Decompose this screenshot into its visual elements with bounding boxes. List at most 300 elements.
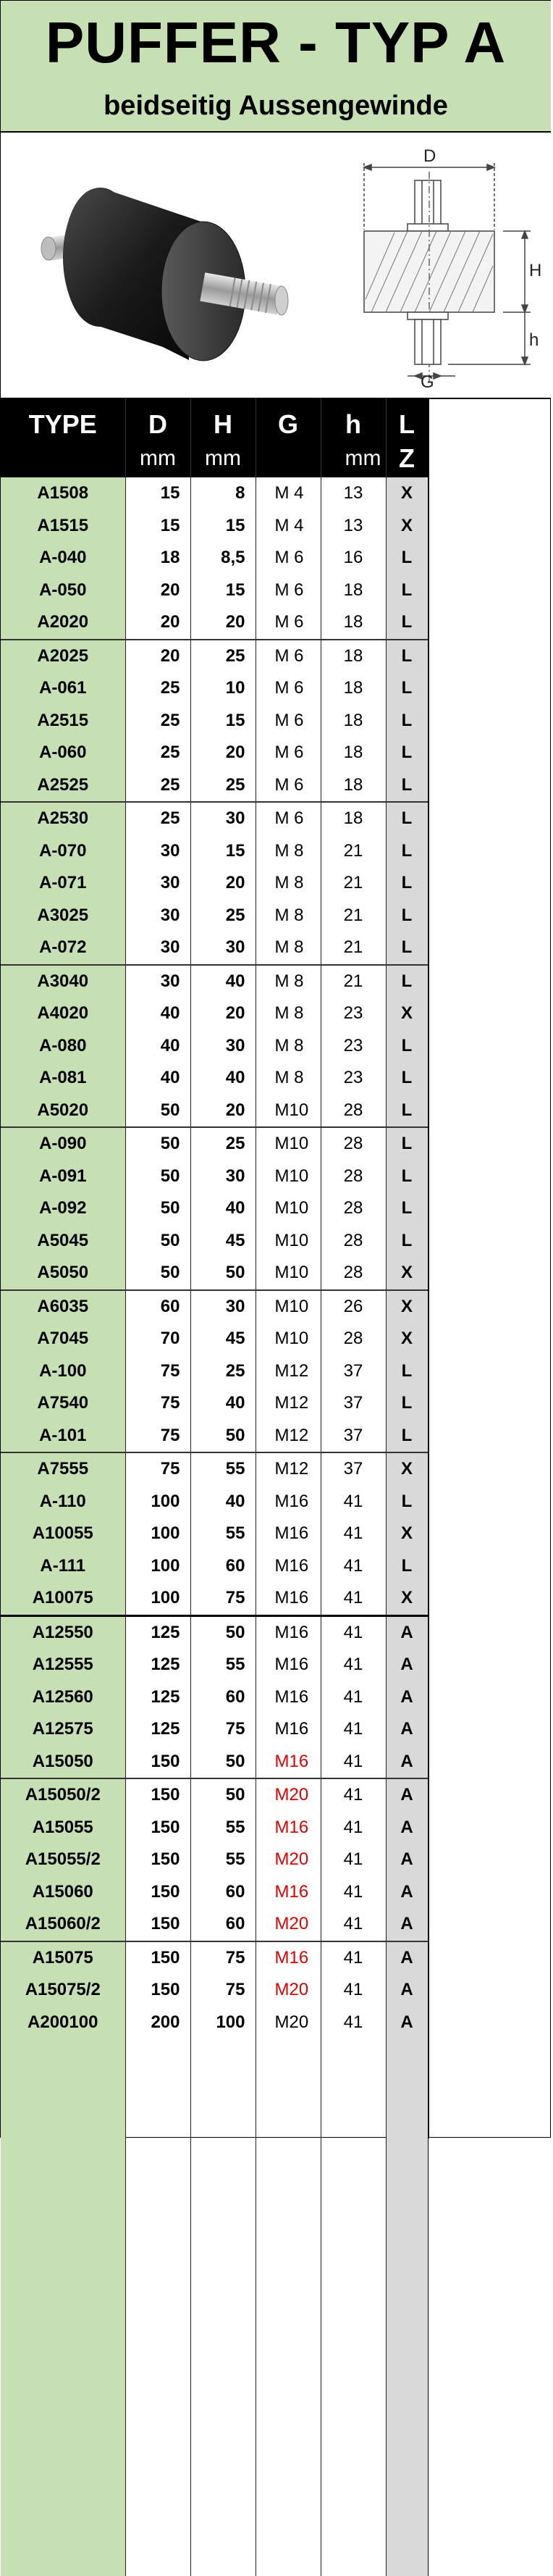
cell-h: 50: [190, 1257, 256, 1290]
cell-h: 25: [190, 1127, 256, 1161]
table-row: [1, 2007, 428, 2039]
cell-lz: L: [386, 1355, 428, 1388]
filler-cell: [1, 2038, 125, 2576]
cell-h: 25: [190, 769, 256, 803]
cell-hh: 41: [321, 1974, 386, 2007]
cell-h: 8: [190, 477, 256, 510]
cell-lz: A: [386, 1941, 428, 1975]
table-row: [1, 1746, 428, 1779]
cell-g: M12: [256, 1387, 321, 1420]
cell-type: A10055: [1, 1518, 125, 1550]
cell-type: A12560: [1, 1681, 125, 1714]
table-row: [1, 835, 428, 868]
cell-d: 15: [125, 477, 190, 510]
dim-label-h-lower: h: [529, 330, 539, 350]
table-row: [1, 574, 428, 607]
cell-hh: 37: [321, 1452, 386, 1486]
cell-d: 150: [125, 1941, 190, 1975]
title-panel: [1, 1, 551, 133]
cell-hh: 18: [321, 640, 386, 673]
cell-type: A-071: [1, 867, 125, 900]
cell-h: 50: [190, 1746, 256, 1779]
cell-g: M10: [256, 1095, 321, 1128]
cell-d: 75: [125, 1420, 190, 1453]
cell-d: 30: [125, 965, 190, 998]
table-row: [1, 932, 428, 965]
cell-type: A-101: [1, 1420, 125, 1453]
cell-d: 25: [125, 705, 190, 737]
cell-d: 75: [125, 1387, 190, 1420]
cell-lz: A: [386, 1615, 428, 1649]
cell-type: A1508: [1, 477, 125, 510]
cell-lz: A: [386, 1876, 428, 1909]
cell-g: M10: [256, 1290, 321, 1323]
cell-type: A5045: [1, 1225, 125, 1258]
cell-d: 100: [125, 1518, 190, 1550]
cell-h: 75: [190, 1941, 256, 1975]
cell-h: 55: [190, 1649, 256, 1681]
cell-d: 150: [125, 1778, 190, 1812]
table-row: [1, 1908, 428, 1941]
cell-lz: X: [386, 1452, 428, 1486]
cell-type: A-070: [1, 835, 125, 868]
cell-d: 150: [125, 1812, 190, 1844]
cell-lz: X: [386, 1290, 428, 1323]
cell-h: 20: [190, 606, 256, 640]
filler-cell: [386, 2038, 428, 2576]
cell-hh: 13: [321, 477, 386, 510]
cell-d: 20: [125, 640, 190, 673]
table-row: [1, 1844, 428, 1876]
cell-d: 150: [125, 1746, 190, 1779]
cell-d: 100: [125, 1486, 190, 1518]
cell-d: 15: [125, 510, 190, 543]
cell-d: 50: [125, 1127, 190, 1161]
table-row: [1, 802, 428, 835]
cell-g: M10: [256, 1127, 321, 1161]
cell-type: A2515: [1, 705, 125, 737]
cell-d: 25: [125, 769, 190, 803]
cell-h: 40: [190, 965, 256, 998]
col-header-lz-bottom: Z: [386, 440, 428, 477]
cell-g: M12: [256, 1420, 321, 1453]
cell-d: 25: [125, 802, 190, 835]
cell-hh: 18: [321, 737, 386, 769]
cell-g: M 6: [256, 705, 321, 737]
cell-g: M16: [256, 1582, 321, 1615]
cell-g: M12: [256, 1355, 321, 1388]
cell-g: M 6: [256, 769, 321, 803]
cell-hh: 21: [321, 900, 386, 932]
filler-cell: [190, 2038, 256, 2576]
table-row: [1, 1095, 428, 1128]
cell-d: 200: [125, 2007, 190, 2039]
table-row: [1, 1812, 428, 1844]
table-row: [1, 1941, 428, 1975]
product-illustration-panel: [1, 133, 551, 399]
cell-hh: 16: [321, 542, 386, 574]
table-row: [1, 737, 428, 769]
cell-g: M 8: [256, 900, 321, 932]
cell-type: A200100: [1, 2007, 125, 2039]
cell-d: 25: [125, 672, 190, 705]
cell-lz: L: [386, 769, 428, 803]
cell-type: A2025: [1, 640, 125, 673]
cell-type: A3025: [1, 900, 125, 932]
cell-g: M 8: [256, 998, 321, 1030]
cell-d: 30: [125, 867, 190, 900]
cell-d: 60: [125, 1290, 190, 1323]
table-row: [1, 1778, 428, 1812]
cell-h: 20: [190, 1095, 256, 1128]
cell-h: 30: [190, 1030, 256, 1063]
table-row: [1, 1257, 428, 1290]
table-row: [1, 1681, 428, 1714]
cell-h: 75: [190, 1974, 256, 2007]
cell-h: 40: [190, 1486, 256, 1518]
cell-hh: 18: [321, 672, 386, 705]
cell-hh: 41: [321, 1844, 386, 1876]
cell-type: A5020: [1, 1095, 125, 1128]
cell-lz: L: [386, 1030, 428, 1063]
table-row: [1, 867, 428, 900]
cell-type: A12555: [1, 1649, 125, 1681]
cell-hh: 41: [321, 2007, 386, 2039]
cell-type: A1515: [1, 510, 125, 543]
table-row: [1, 1387, 428, 1420]
cell-lz: A: [386, 1844, 428, 1876]
cell-lz: A: [386, 1649, 428, 1681]
cell-d: 30: [125, 900, 190, 932]
cell-lz: A: [386, 1908, 428, 1941]
dim-label-g: G: [421, 372, 434, 389]
dimension-table-wrapper: [1, 398, 428, 2576]
cell-h: 60: [190, 1876, 256, 1909]
cell-g: M 6: [256, 737, 321, 769]
filler-cell: [321, 2038, 386, 2576]
cell-d: 40: [125, 998, 190, 1030]
cell-g: M16: [256, 1486, 321, 1518]
cell-h: 45: [190, 1225, 256, 1258]
cell-type: A6035: [1, 1290, 125, 1323]
cell-h: 60: [190, 1908, 256, 1941]
cell-type: A10075: [1, 1582, 125, 1615]
cell-hh: 28: [321, 1323, 386, 1355]
cell-lz: L: [386, 1062, 428, 1095]
cell-g: M16: [256, 1550, 321, 1583]
cell-hh: 23: [321, 998, 386, 1030]
cell-d: 50: [125, 1161, 190, 1193]
cell-g: M20: [256, 1908, 321, 1941]
cell-type: A7540: [1, 1387, 125, 1420]
cell-h: 30: [190, 1161, 256, 1193]
cell-d: 100: [125, 1582, 190, 1615]
cell-g: M20: [256, 1778, 321, 1812]
cell-hh: 18: [321, 769, 386, 803]
cell-hh: 28: [321, 1192, 386, 1225]
table-row: [1, 672, 428, 705]
cell-g: M10: [256, 1225, 321, 1258]
cell-h: 30: [190, 1290, 256, 1323]
cell-lz: L: [386, 1420, 428, 1453]
cell-type: A15075: [1, 1941, 125, 1975]
cell-h: 40: [190, 1387, 256, 1420]
cell-type: A-061: [1, 672, 125, 705]
cell-g: M 4: [256, 510, 321, 543]
cell-lz: L: [386, 737, 428, 769]
cell-d: 30: [125, 835, 190, 868]
cell-type: A5050: [1, 1257, 125, 1290]
table-row: [1, 1974, 428, 2007]
col-header-d: D: [125, 398, 190, 440]
cell-h: 55: [190, 1518, 256, 1550]
cell-h: 55: [190, 1812, 256, 1844]
technical-drawing: [313, 143, 545, 389]
cell-d: 100: [125, 1550, 190, 1583]
cell-hh: 41: [321, 1681, 386, 1714]
cell-hh: 28: [321, 1225, 386, 1258]
cell-lz: L: [386, 802, 428, 835]
cell-hh: 41: [321, 1518, 386, 1550]
cell-type: A-072: [1, 932, 125, 965]
cell-g: M16: [256, 1681, 321, 1714]
cell-g: M10: [256, 1257, 321, 1290]
cell-g: M16: [256, 1649, 321, 1681]
cell-type: A15060/2: [1, 1908, 125, 1941]
cell-hh: 28: [321, 1095, 386, 1128]
cell-hh: 28: [321, 1161, 386, 1193]
cell-h: 15: [190, 574, 256, 607]
cell-h: 100: [190, 2007, 256, 2039]
cell-d: 18: [125, 542, 190, 574]
cell-d: 75: [125, 1452, 190, 1486]
filler-cell: [125, 2038, 190, 2576]
cell-lz: X: [386, 998, 428, 1030]
table-row: [1, 640, 428, 673]
table-row: [1, 1062, 428, 1095]
cell-type: A4020: [1, 998, 125, 1030]
cell-h: 75: [190, 1582, 256, 1615]
cell-lz: A: [386, 1746, 428, 1779]
cell-g: M 6: [256, 640, 321, 673]
cell-type: A-060: [1, 737, 125, 769]
cell-hh: 41: [321, 1649, 386, 1681]
cell-hh: 41: [321, 1876, 386, 1909]
cell-g: M 4: [256, 477, 321, 510]
cell-d: 20: [125, 574, 190, 607]
table-row: [1, 1615, 428, 1649]
cell-d: 40: [125, 1062, 190, 1095]
dim-label-h-upper: H: [529, 261, 542, 280]
cell-d: 50: [125, 1192, 190, 1225]
cell-d: 30: [125, 932, 190, 965]
cell-h: 60: [190, 1681, 256, 1714]
cell-g: M16: [256, 1615, 321, 1649]
cell-d: 125: [125, 1649, 190, 1681]
cell-lz: L: [386, 640, 428, 673]
cell-d: 150: [125, 1844, 190, 1876]
cell-lz: L: [386, 900, 428, 932]
table-row: [1, 1161, 428, 1193]
cell-g: M 6: [256, 606, 321, 640]
table-row: [1, 542, 428, 574]
table-row: [1, 1649, 428, 1681]
cell-lz: L: [386, 1225, 428, 1258]
cell-h: 50: [190, 1615, 256, 1649]
cell-g: M 8: [256, 965, 321, 998]
cell-type: A-091: [1, 1161, 125, 1193]
cell-lz: A: [386, 1778, 428, 1812]
cell-lz: L: [386, 932, 428, 965]
cell-hh: 37: [321, 1420, 386, 1453]
cell-h: 25: [190, 640, 256, 673]
cell-h: 40: [190, 1192, 256, 1225]
col-header-h: H: [190, 398, 256, 440]
cell-d: 40: [125, 1030, 190, 1063]
table-row: [1, 510, 428, 543]
cell-type: A7045: [1, 1323, 125, 1355]
cell-lz: L: [386, 1550, 428, 1583]
cell-h: 45: [190, 1323, 256, 1355]
cell-hh: 23: [321, 1062, 386, 1095]
col-unit-g: [256, 440, 321, 477]
cell-g: M10: [256, 1161, 321, 1193]
cell-d: 150: [125, 1876, 190, 1909]
col-unit-hh: mm: [321, 440, 386, 477]
table-body: [1, 477, 428, 2576]
cell-type: A-110: [1, 1486, 125, 1518]
filler-cell: [256, 2038, 321, 2576]
cell-g: M20: [256, 1974, 321, 2007]
table-row: [1, 1192, 428, 1225]
cell-lz: L: [386, 835, 428, 868]
cell-hh: 37: [321, 1355, 386, 1388]
cell-d: 20: [125, 606, 190, 640]
cell-lz: L: [386, 1127, 428, 1161]
cell-hh: 41: [321, 1713, 386, 1746]
cell-lz: A: [386, 1681, 428, 1714]
cell-hh: 26: [321, 1290, 386, 1323]
cell-lz: L: [386, 542, 428, 574]
cell-type: A7555: [1, 1452, 125, 1486]
cell-type: A12550: [1, 1615, 125, 1649]
cell-lz: A: [386, 1974, 428, 2007]
cell-lz: L: [386, 606, 428, 640]
cell-hh: 41: [321, 1550, 386, 1583]
col-header-type: TYPE: [1, 398, 125, 440]
cell-hh: 21: [321, 867, 386, 900]
table-right-border: [428, 398, 429, 2138]
cell-type: A15055: [1, 1812, 125, 1844]
page-subtitle: beidseitig Aussengewinde: [104, 91, 448, 121]
table-row: [1, 1582, 428, 1615]
dim-label-d: D: [423, 146, 436, 166]
cell-type: A2020: [1, 606, 125, 640]
cell-h: 25: [190, 1355, 256, 1388]
cell-lz: L: [386, 965, 428, 998]
cell-lz: L: [386, 1161, 428, 1193]
cell-g: M 8: [256, 867, 321, 900]
buffer-3d-illustration: [22, 143, 297, 389]
table-row: [1, 1713, 428, 1746]
cell-g: M16: [256, 1876, 321, 1909]
cell-lz: X: [386, 510, 428, 543]
cell-hh: 41: [321, 1941, 386, 1975]
table-row: [1, 1420, 428, 1453]
cell-type: A15075/2: [1, 1974, 125, 2007]
cell-d: 125: [125, 1713, 190, 1746]
cell-d: 50: [125, 1095, 190, 1128]
cell-hh: 18: [321, 802, 386, 835]
cell-d: 25: [125, 737, 190, 769]
col-header-g: G: [256, 398, 321, 440]
cell-hh: 41: [321, 1746, 386, 1779]
col-header-hh: h: [321, 398, 386, 440]
cell-hh: 41: [321, 1486, 386, 1518]
cell-lz: L: [386, 1387, 428, 1420]
cell-type: A-090: [1, 1127, 125, 1161]
cell-type: A12575: [1, 1713, 125, 1746]
cell-hh: 28: [321, 1127, 386, 1161]
cell-g: M16: [256, 1812, 321, 1844]
cell-lz: A: [386, 1713, 428, 1746]
table-row: [1, 1290, 428, 1323]
cell-h: 50: [190, 1420, 256, 1453]
cell-type: A-111: [1, 1550, 125, 1583]
cell-g: M 6: [256, 574, 321, 607]
cell-h: 15: [190, 510, 256, 543]
cell-lz: L: [386, 574, 428, 607]
cell-hh: 18: [321, 705, 386, 737]
cell-g: M 6: [256, 542, 321, 574]
cell-hh: 41: [321, 1908, 386, 1941]
table-row: [1, 965, 428, 998]
cell-type: A-081: [1, 1062, 125, 1095]
cell-hh: 41: [321, 1812, 386, 1844]
cell-h: 15: [190, 705, 256, 737]
cell-lz: X: [386, 1582, 428, 1615]
cell-h: 55: [190, 1844, 256, 1876]
cell-h: 75: [190, 1713, 256, 1746]
cell-g: M16: [256, 1941, 321, 1975]
table-row: [1, 1486, 428, 1518]
cell-h: 10: [190, 672, 256, 705]
cell-lz: L: [386, 1486, 428, 1518]
cell-h: 20: [190, 998, 256, 1030]
cell-type: A-092: [1, 1192, 125, 1225]
table-row: [1, 998, 428, 1030]
cell-lz: X: [386, 1257, 428, 1290]
cell-lz: L: [386, 1095, 428, 1128]
cell-d: 125: [125, 1615, 190, 1649]
cell-h: 25: [190, 900, 256, 932]
cell-h: 60: [190, 1550, 256, 1583]
cell-hh: 41: [321, 1582, 386, 1615]
table-row: [1, 1225, 428, 1258]
table-row: [1, 1355, 428, 1388]
cell-g: M12: [256, 1452, 321, 1486]
col-header-lz-top: L: [386, 398, 428, 440]
cell-g: M20: [256, 1844, 321, 1876]
cell-g: M 6: [256, 672, 321, 705]
cell-lz: L: [386, 867, 428, 900]
cell-type: A2525: [1, 769, 125, 803]
table-row: [1, 477, 428, 510]
cell-type: A-040: [1, 542, 125, 574]
cell-g: M 8: [256, 1062, 321, 1095]
table-row: [1, 606, 428, 640]
cell-type: A15060: [1, 1876, 125, 1909]
